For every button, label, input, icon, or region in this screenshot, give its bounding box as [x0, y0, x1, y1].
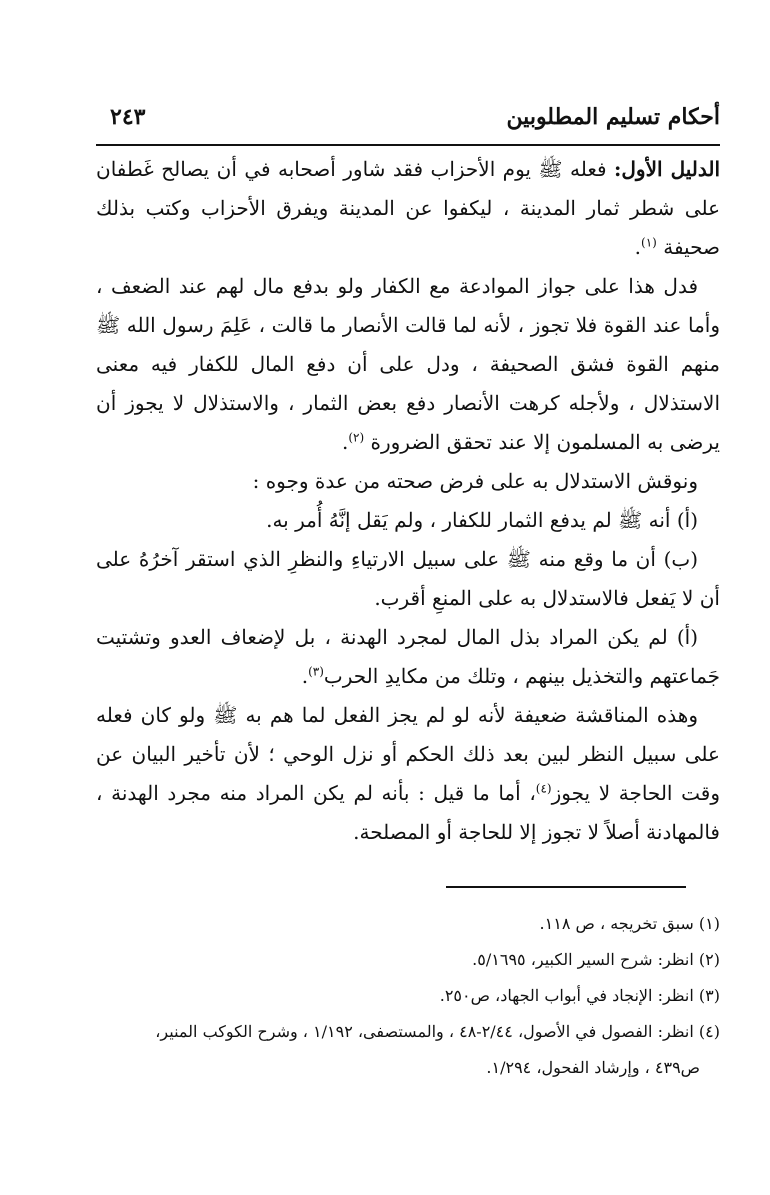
main-text [96, 150, 720, 852]
footnote: (٢) انظر: شرح السير الكبير، ٥/١٦٩٥. [472, 950, 720, 969]
footnote-ref: (٢) [348, 430, 365, 445]
footnote-ref: (٣) [308, 664, 324, 679]
paragraph-tail: . [634, 235, 642, 259]
footnote-continuation: ص٤٣٩ ، وإرشاد الفحول، ١/٢٩٤. [486, 1058, 700, 1077]
footnotes [96, 906, 720, 1086]
paragraph [96, 501, 720, 540]
footnote: (١) سبق تخريجه ، ص ١١٨. [539, 914, 720, 933]
footnote-divider [446, 886, 686, 888]
paragraph-tail: . [341, 430, 349, 454]
paragraph-text: فعله ﷺ يوم الأحزاب فقد شاور أصحابه في أن يصالح غَطفان على شطر ثمار المدينة ، ليكفوا عن المدينة ويفرق الأحزاب وكتب بذلك صحيفة [96, 157, 720, 259]
footnote-ref: (١) [641, 235, 657, 250]
paragraph [96, 618, 720, 696]
paragraph-text: ونوقش الاستدلال به على فرض صحته من عدة وجوه : [252, 469, 698, 493]
page-number: ٢٤٣ [110, 104, 146, 130]
page-header [96, 100, 720, 146]
paragraph [96, 696, 720, 852]
paragraph [96, 462, 720, 501]
paragraph-lead: الدليل الأول: [614, 157, 721, 181]
paragraph-text: وهذه المناقشة ضعيفة لأنه لو لم يجز الفعل لما هم به ﷺ ولو كان فعله على سبيل النظر لبين بعد ذلك الحكم أو نزل الوحي ؛ لأن تأخير البيان عن وقت الحاجة لا يجوز [96, 703, 720, 805]
paragraph-tail: ، أما ما قيل : بأنه لم يكن المراد منه مجرد الهدنة ، فالمهادنة أصلاً لا تجوز إلا للحاجة أو المصلحة. [96, 781, 720, 844]
footnote: (٤) انظر: الفصول في الأصول، ٢/٤٤-٤٨ ، والمستصفى، ١/١٩٢ ، وشرح الكوكب المنير، [155, 1022, 720, 1041]
paragraph-text: (أ) أنه ﷺ لم يدفع الثمار للكفار ، ولم يَقل إنَّهُ أُمر به. [266, 508, 698, 532]
paragraph [96, 540, 720, 618]
paragraph [96, 267, 720, 462]
paragraph [96, 150, 720, 267]
paragraph-text: (أ) لم يكن المراد بذل المال لمجرد الهدنة ، بل لإضعاف العدو وتشتيت جَماعتهم والتخذيل بينهم ، وتلك من مكايدِ الحرب [96, 625, 720, 688]
footnote: (٣) انظر: الإنجاد في أبواب الجهاد، ص٢٥٠. [439, 986, 720, 1005]
paragraph-text: فدل هذا على جواز الموادعة مع الكفار ولو بدفع مال لهم عند الضعف ، وأما عند القوة فلا تجوز ، لأنه لما قالت الأنصار ما قالت ، عَلِمَ رسول الله ﷺ منهم القوة فشق الصحيفة ، ودل على أن دفع المال للكفار فيه معنى الاستذلال ، ولأجله كرهت الأنصار دفع بعض الثمار ، والاستذلال لا يجوز أن يرضى به المسلمون إلا عند تحقق الضرورة [96, 274, 720, 454]
paragraph-text: (ب) أن ما وقع منه ﷺ على سبيل الارتياءِ والنظرِ الذي استقر آخرُهُ على أن لا يَفعل فالاستدلال به على المنعِ أقرب. [96, 547, 720, 610]
paragraph-tail: . [301, 664, 309, 688]
footnote-ref: (٤) [535, 781, 552, 796]
running-title: أحكام تسليم المطلوبين [506, 104, 720, 130]
